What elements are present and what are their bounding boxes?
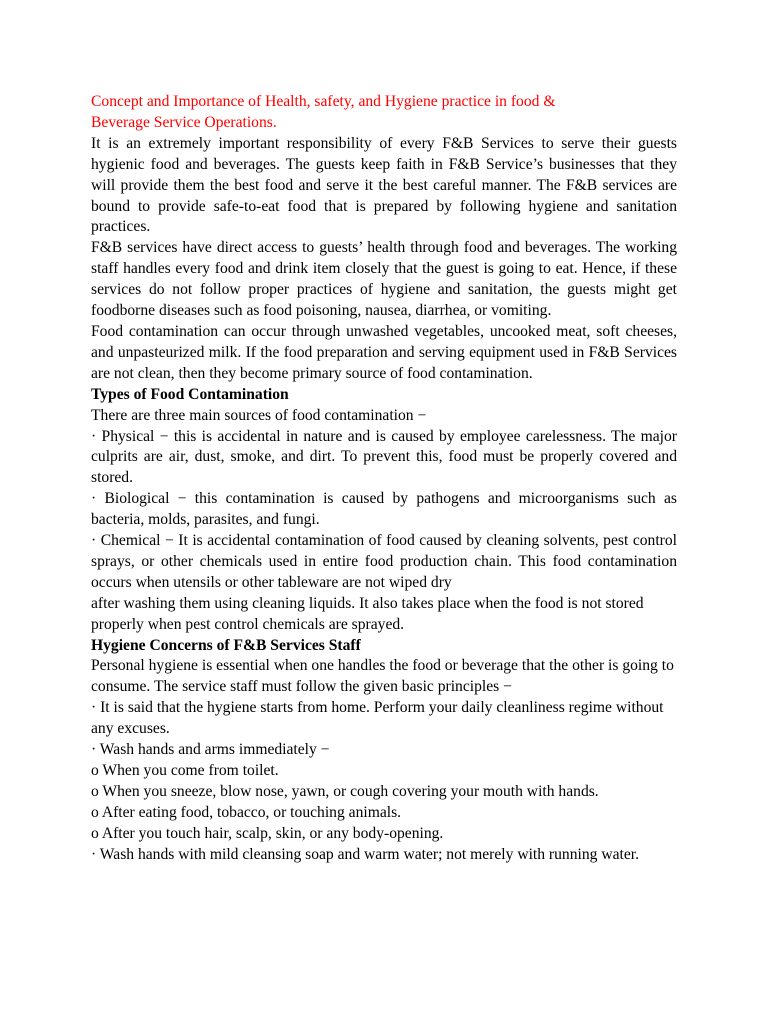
bullet-physical: · Physical − this is accidental in nature and is caused by employee carelessness. The major culprits are air, dust, smoke, and dirt. To prevent this, food must be properly covered and stored. bbox=[91, 427, 677, 487]
sub-item-touch: o After you touch hair, scalp, skin, or any body-opening. bbox=[91, 824, 444, 842]
intro-hygiene-principles: Personal hygiene is essential when one handles the food or beverage that the other is going to consume. The service staff must follow the given basic principles − bbox=[91, 657, 674, 696]
bullet-hygiene-home: · It is said that the hygiene starts from home. Perform your daily cleanliness regime without any excuses. bbox=[91, 699, 664, 738]
document-page bbox=[91, 92, 677, 866]
bullet-wash-hands: · Wash hands and arms immediately − bbox=[91, 741, 330, 759]
title-line-2: Beverage Service Operations. bbox=[91, 113, 277, 131]
bullet-chemical: · Chemical − It is accidental contamination of food caused by cleaning solvents, pest control sprays, or other chemicals used in entire food production chain. This food contamination occurs when utensils or other tableware are not wiped dry bbox=[91, 532, 677, 591]
title-line-1: Concept and Importance of Health, safety, and Hygiene practice in food & bbox=[91, 93, 556, 110]
intro-contamination-sources: There are three main sources of food contamination − bbox=[91, 406, 427, 424]
bullet-biological: · Biological − this contamination is caused by pathogens and microorganisms such as bacteria, molds, parasites, and fungi. bbox=[91, 490, 677, 529]
heading-types-of-contamination: Types of Food Contamination bbox=[91, 385, 289, 403]
paragraph-guest-health: F&B services have direct access to guests’ health through food and beverages. The working staff handles every food and drink item closely that the guest is going to eat. Hence, if these services do not follow proper practices of hygiene and sanitation, the guests might get foodborne diseases such as food poisoning, nausea, diarrhea, or vomiting. bbox=[91, 239, 677, 320]
paragraph-responsibility: It is an extremely important responsibility of every F&B Services to serve their guests hygienic food and beverages. The guests keep faith in F&B Service’s businesses that they will provide them the best food and serve it the best careful manner. The F&B services are bound to provide safe-to-eat food that is prepared by following hygiene and sanitation practices. bbox=[91, 134, 677, 236]
paragraph-food-contamination: Food contamination can occur through unwashed vegetables, uncooked meat, soft cheeses, and unpasteurized milk. If the food preparation and serving equipment used in F&B Services are not clean, then they become primary source of food contamination. bbox=[91, 322, 677, 382]
bullet-soap: · Wash hands with mild cleansing soap and warm water; not merely with running water. bbox=[91, 845, 640, 863]
sub-item-eating: o After eating food, tobacco, or touching animals. bbox=[91, 803, 402, 821]
sub-item-sneeze: o When you sneeze, blow nose, yawn, or cough covering your mouth with hands. bbox=[91, 782, 599, 800]
document-title bbox=[91, 92, 677, 134]
sub-item-toilet: o When you come from toilet. bbox=[91, 762, 279, 779]
bullet-chemical-continued: after washing them using cleaning liquids. It also takes place when the food is not stored properly when pest control chemicals are sprayed. bbox=[91, 594, 644, 633]
heading-hygiene-concerns: Hygiene Concerns of F&B Services Staff bbox=[91, 636, 361, 654]
